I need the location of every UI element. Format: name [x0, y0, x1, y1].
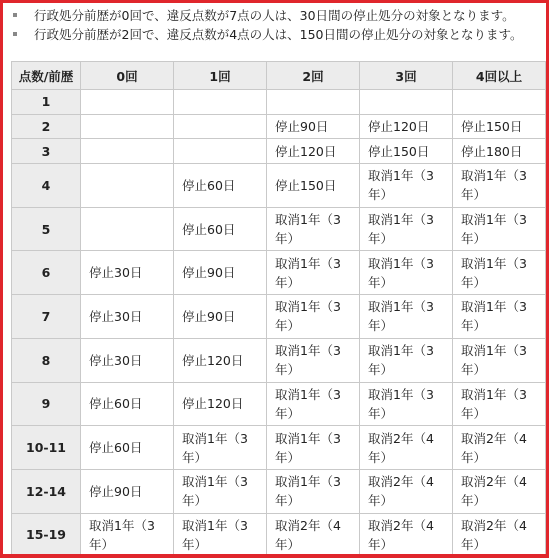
table-cell: 取消1年（3年） [360, 338, 453, 382]
table-cell: 取消1年（3年） [360, 295, 453, 339]
table-cell: 取消1年（3年） [453, 338, 546, 382]
table-cell: 停止120日 [174, 338, 267, 382]
table-cell: 停止90日 [81, 469, 174, 513]
row-header-points: 12-14 [12, 469, 81, 513]
table-cell: 取消1年（3年） [174, 513, 267, 557]
table-cell: 停止90日 [174, 295, 267, 339]
table-cell: 停止60日 [81, 426, 174, 470]
column-header-2: 2回 [267, 62, 360, 90]
notes-list [11, 6, 523, 44]
table-cell: 停止90日 [174, 251, 267, 295]
row-header-points: 9 [12, 382, 81, 426]
table-cell: 停止150日 [453, 114, 546, 139]
row-header-points: 3 [12, 139, 81, 164]
table-cell: 停止180日 [453, 139, 546, 164]
table-row [12, 207, 546, 251]
row-header-points: 1 [12, 90, 81, 115]
table-cell [81, 139, 174, 164]
table-cell: 取消1年（3年） [267, 426, 360, 470]
table-cell [453, 90, 546, 115]
table-cell: 停止30日 [81, 338, 174, 382]
table-cell [267, 90, 360, 115]
table-cell: 取消1年（3年） [453, 382, 546, 426]
table-cell: 取消2年（4年） [267, 513, 360, 557]
bullet-icon [13, 13, 17, 17]
table-cell: 停止60日 [174, 164, 267, 208]
table-header-row [12, 62, 546, 90]
table-cell: 取消1年（3年） [267, 295, 360, 339]
table-cell [174, 90, 267, 115]
column-header-1: 1回 [174, 62, 267, 90]
table-cell: 取消1年（3年） [81, 513, 174, 557]
table-row [12, 114, 546, 139]
note-item [11, 25, 523, 44]
table-cell: 取消1年（3年） [453, 207, 546, 251]
table-row [12, 90, 546, 115]
table-cell: 取消2年（4年） [360, 469, 453, 513]
table-row [12, 469, 546, 513]
note-item [11, 6, 523, 25]
row-header-points: 10-11 [12, 426, 81, 470]
table-cell: 取消1年（3年） [267, 251, 360, 295]
penalty-table [11, 61, 546, 557]
table-cell: 停止120日 [174, 382, 267, 426]
table-cell: 取消1年（3年） [453, 251, 546, 295]
table-cell: 停止60日 [174, 207, 267, 251]
table-cell: 停止60日 [81, 382, 174, 426]
table-cell [174, 114, 267, 139]
column-header-4-plus: 4回以上 [453, 62, 546, 90]
table-cell: 取消1年（3年） [267, 469, 360, 513]
table-cell: 取消1年（3年） [360, 251, 453, 295]
table-cell: 取消1年（3年） [267, 338, 360, 382]
table-cell [81, 90, 174, 115]
table-cell: 取消1年（3年） [174, 469, 267, 513]
table-row [12, 164, 546, 208]
table-cell [81, 207, 174, 251]
table-cell: 取消2年（4年） [360, 426, 453, 470]
table-cell: 取消1年（3年） [267, 382, 360, 426]
table-cell: 停止150日 [267, 164, 360, 208]
table-cell: 取消1年（3年） [360, 164, 453, 208]
table-cell: 停止90日 [267, 114, 360, 139]
table-cell: 取消2年（4年） [453, 513, 546, 557]
table-row [12, 251, 546, 295]
table-cell: 停止150日 [360, 139, 453, 164]
table-cell [174, 139, 267, 164]
bullet-icon [13, 32, 17, 36]
table-cell: 取消1年（3年） [267, 207, 360, 251]
row-header-points: 8 [12, 338, 81, 382]
row-header-points: 7 [12, 295, 81, 339]
table-body [12, 90, 546, 557]
table-cell: 取消1年（3年） [453, 295, 546, 339]
table-cell: 取消2年（4年） [453, 426, 546, 470]
row-header-points: 6 [12, 251, 81, 295]
table-cell: 停止120日 [360, 114, 453, 139]
table-cell: 取消1年（3年） [453, 164, 546, 208]
table-cell [81, 114, 174, 139]
table-cell: 停止30日 [81, 295, 174, 339]
table-cell: 取消1年（3年） [174, 426, 267, 470]
table-cell: 取消2年（4年） [360, 513, 453, 557]
table-cell: 停止120日 [267, 139, 360, 164]
column-header-0: 0回 [81, 62, 174, 90]
table-row [12, 338, 546, 382]
column-header-3: 3回 [360, 62, 453, 90]
table-cell [81, 164, 174, 208]
row-header-points: 5 [12, 207, 81, 251]
table-cell [360, 90, 453, 115]
table-row [12, 139, 546, 164]
table-row [12, 426, 546, 470]
table-cell: 停止30日 [81, 251, 174, 295]
table-cell: 取消1年（3年） [360, 207, 453, 251]
column-header-points-history: 点数/前歴 [12, 62, 81, 90]
row-header-points: 4 [12, 164, 81, 208]
table-row [12, 513, 546, 557]
table-cell: 取消2年（4年） [453, 469, 546, 513]
table-row [12, 382, 546, 426]
table-row [12, 295, 546, 339]
table-cell: 取消1年（3年） [360, 382, 453, 426]
note-text: 行政処分前歴が0回で、違反点数が7点の人は、30日間の停止処分の対象となります。 [34, 8, 515, 23]
row-header-points: 15-19 [12, 513, 81, 557]
row-header-points: 2 [12, 114, 81, 139]
note-text: 行政処分前歴が2回で、違反点数が4点の人は、150日間の停止処分の対象となります。 [34, 27, 523, 42]
